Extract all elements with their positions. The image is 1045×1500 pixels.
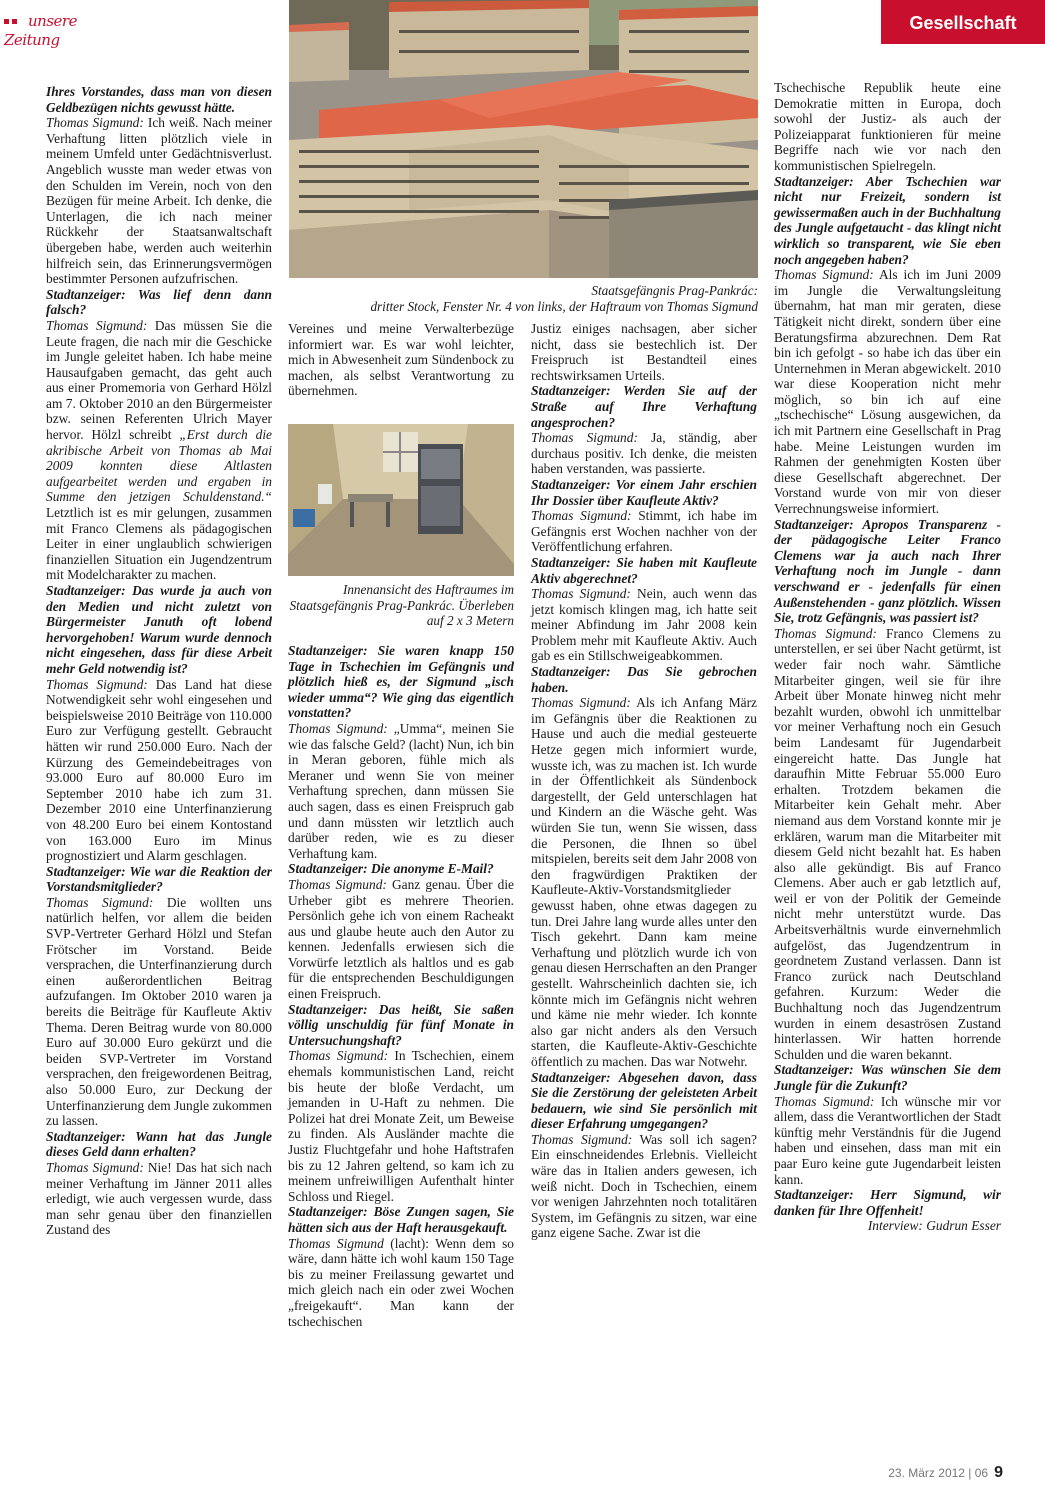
speaker: Thomas Sigmund: (46, 1159, 144, 1175)
page-footer (888, 1464, 1003, 1482)
answer-text: Was soll ich sagen? Ein einschneidendes Erlebnis. Vielleicht wäre das in Italien anders gewesen, ich weiß nicht. Doch in Tschechien, einem vor wenigen Jahrzehnten noch totalitären System, im Gefängnis zu sitzen, war eine ganz eigene Sache. Zwar ist die (531, 1131, 758, 1241)
answer (288, 1048, 514, 1204)
answer (288, 877, 514, 1002)
question: Stadtanzeiger: Was lief denn dann falsch? (46, 286, 272, 318)
question: Stadtanzeiger: Wann hat das Jungle dieses Geld dann erhalten? (46, 1128, 272, 1160)
answer-text: Ja, ständig, aber durchaus positiv. Ich denke, die meisten haben verstanden, was passierte. (531, 430, 757, 477)
answer-text: Ich weiß. Nach meiner Verhaftung litten plötzlich viele in meinem Umfeld unter Gedächtnisverlust. Angeblich wusste man weder etwas von den Schulden im Verein, noch von den Bezügen für meine Arbeit. Ich denke, die Unterlagen, die ich nach meiner Rückkehr der Staatsanwaltschaft übergeben habe, werden auch weiterhin hilfreich sein, das Erinnerungsvermögen bestimmter Personen aufzufrischen. (46, 115, 272, 287)
question: Stadtanzeiger: Was wünschen Sie dem Jungle für die Zukunft? (774, 1062, 1001, 1093)
question: Stadtanzeiger: Wie war die Reaktion der Vorstandsmitglieder? (46, 863, 272, 895)
answer (774, 267, 1001, 517)
prison-cell-photo (288, 424, 514, 576)
speaker: Thomas Sigmund: (288, 876, 387, 892)
question: Stadtanzeiger: Aber Tschechien war nicht nur Freizeit, sondern ist gewissermaßen auch in der Buchhaltung des Jungle aufgetaucht - das klingt nicht wirklich so transparent, wie Sie eben noch angegeben haben? (774, 173, 1001, 267)
speaker: Thomas Sigmund: (531, 586, 631, 602)
answer (46, 1160, 272, 1238)
page-number: 9 (994, 1464, 1003, 1481)
answer (46, 115, 272, 287)
article-column-2-top (288, 321, 514, 399)
paragraph: Justiz einiges nachsagen, aber sicher nicht, dass sie bestechlich ist. Der Freispruch ist Bestandteil eines rechtswirksamen Urteils. (531, 321, 757, 383)
answer (531, 430, 757, 477)
question: Stadtanzeiger: Sie haben mit Kaufleute Aktiv abgerechnet? (531, 554, 757, 586)
question: Stadtanzeiger: Vor einem Jahr erschien Ihr Dossier über Kaufleute Aktiv? (531, 476, 757, 508)
answer (774, 626, 1001, 1063)
answer (288, 721, 514, 861)
answer-text: Das müssen Sie die Leute fragen, die nach mir die Geschicke im Jungle geleitet haben. Ich habe meine Hausaufgaben gemacht, das geht auch aus einer Promemoria von Gerhard Hölzl am 7. Oktober 2010 an den Bürgermeister bzw. seinen Referenten Ulrich Mayer hervor. Hölzl schreibt (46, 317, 273, 443)
answer-text: Stimmt, ich habe im Gefängnis erst Wochen nachher von der Veröffentlichung erfahren. (531, 508, 757, 555)
speaker: Thomas Sigmund (288, 1235, 384, 1251)
article-column-1 (46, 84, 272, 1238)
article-column-4 (774, 80, 1001, 1234)
speaker: Thomas Sigmund: (531, 430, 638, 446)
speaker: Thomas Sigmund: (46, 317, 148, 333)
speaker: Thomas Sigmund: (774, 625, 877, 641)
question: Stadtanzeiger: Die anonyme E-Mail? (288, 861, 494, 877)
answer-text: Ich wünsche mir vor allem, dass die Verantwortlichen der Stadt künftig mehr Verständnis für die Jugend haben und einsehen, dass man mit ein paar Euro keine gute Jugendarbeit leisten kann. (774, 1093, 1001, 1187)
issue-date: 23. März 2012 | 06 (888, 1466, 989, 1480)
quote: „Erst durch die akribische Arbeit von Thomas ab Mai 2009 konnten diese Altlasten aufgearbeitet werden und ergaben in Summe den jetzigen Schuldenstand.“ (46, 427, 272, 505)
section-label: Gesellschaft (881, 0, 1045, 44)
article-column-3 (531, 321, 757, 1241)
masthead-logo (4, 12, 124, 49)
answer-text: Franco Clemens zu unterstellen, er sei über Nacht getürmt, ist weder fair noch wahr. Sämtliche Mitarbeiter gingen, weil sie für ihre Arbeit über Monate hinweg nicht mehr bezahlt wurden, obwohl ich unmittelbar vor meiner Verhaftung noch ein Gesuch beim Landesamt für Jugendarbeit eingereicht hatte. Das Jungle hat daraufhin Mitte Februar 55.000 Euro erhalten. Trotzdem bekamen die Mitarbeiter kein Gehalt mehr. Aber niemand aus dem Vorstand konnte mir je erklären, warum man die Mitarbeiter mit diesem Geld nicht bezahlt hat. Es haben also alle gekündigt. Bis auf Franco Clemens. Aber auch er gab letztlich auf, weil er von der Politik der Gemeinde nicht mehr unterstützt wurde. Das Arbeitsverhältnis wurde einvernehmlich aufgelöst, das Jugendzentrum in geordnetem Zustand verlassen. Dann ist Franco zurück nach Deutschland gefahren. Kurzum: Weder die Buchhaltung noch das Jugendzentrum wurden in einem desaströsen Zustand hinterlassen. Wir hatten horrende Schulden und die waren bekannt. (774, 625, 1001, 1062)
question: Stadtanzeiger: Das heißt, Sie saßen völlig unschuldig für fünf Monate in Untersuchungshaft? (288, 1001, 514, 1048)
question: Stadtanzeiger: Das wurde ja auch von den Medien und nicht zuletzt von Bürgermeister Januth oft lobend hervorgehoben! Warum wurde dennoch nicht eingesehen, dass für diese Arbeit mehr Geld notwendig ist? (46, 583, 272, 676)
speaker: Thomas Sigmund: (288, 1048, 389, 1064)
speaker: Thomas Sigmund: (46, 115, 144, 131)
speaker: Thomas Sigmund: (531, 508, 632, 524)
logo-square-icon (4, 19, 9, 24)
question: Stadtanzeiger: Böse Zungen sagen, Sie hätten sich aus der Haft herausgekauft. (288, 1204, 514, 1235)
speaker: Thomas Sigmund: (774, 1093, 875, 1109)
speaker: Thomas Sigmund: (774, 267, 874, 283)
question: Stadtanzeiger: Herr Sigmund, wir danken für Ihre Offenheit! (774, 1187, 1001, 1218)
paragraph: Vereines und meine Verwalterbezüge informiert war. Es war wohl leichter, mich in Abwesenheit zum Sündenbock zu machen, als selbst Verantwortung zu übernehmen. (288, 321, 514, 399)
answer (774, 1094, 1001, 1188)
prison-exterior-photo (289, 0, 758, 278)
answer-text: Die wollten uns natürlich helfen, vor allem die beiden SVP-Vertreter Gerhard Hölzl und Stefan Frötscher im Vorstand. Beide versprachen, die Unterfinanzierung durch einen außerordentlichen Beitrag aufzufangen. Im Oktober 2010 waren ja bereits die Beiträge für Kaufleute Aktiv Thema. Deren Beitrag wurde von 80.000 Euro auf 30.000 Euro gekürzt und die beiden SVP-Vertreter im Vorstand versprachen, den freigewordenen Beitrag, also 50.000 Euro, zur Deckung der Unterfinanzierung dem Jungle zukommen zu lassen. (46, 894, 272, 1129)
photo1-caption-line1: Staatsgefängnis Prag-Pankrác: (591, 283, 758, 298)
photo2-caption: Innenansicht des Haftraumes im Staatsgefängnis Prag-Pankrác. Überleben auf 2 x 3 Metern (289, 582, 514, 628)
answer-text: Als ich im Juni 2009 im Jungle die Verwaltungsleitung übernahm, hat man mir geraten, diese Tätigkeit nicht direkt, sondern über eine Beratungsfirma abzurechnen. Dem Rat bin ich gefolgt - so habe ich das über ein Unternehmen in Meran abgewickelt. 2010 war diese Kooperation nicht mehr möglich, so bin ich auf eine „tschechische“ Lösung ausgewichen, da ich mit Partnern eine Gesellschaft in Prag habe. Meine Leistungen wurden im Rahmen der genehmigten Kosten über diese Gesellschaft abgerechnet. Der Vorstand wurde von mir von dieser Verrechnungsweise informiert. (774, 267, 1002, 517)
speaker: Thomas Sigmund: (288, 720, 388, 736)
article-column-2 (288, 643, 514, 1329)
interview-credit: Interview: Gudrun Esser (867, 1218, 1001, 1234)
speaker: Thomas Sigmund: (531, 1131, 633, 1147)
answer (288, 1236, 514, 1330)
answer (531, 1132, 757, 1241)
answer (46, 677, 272, 864)
question: Stadtanzeiger: Das Sie gebrochen haben. (531, 664, 757, 695)
answer (46, 318, 272, 583)
answer (531, 586, 757, 664)
question: Stadtanzeiger: Sie waren knapp 150 Tage in Tschechien im Gefängnis und plötzlich hieß es, der Sigmund „isch wieder umma“? Wie ging das eigentlich vonstatten? (288, 643, 514, 721)
question: Stadtanzeiger: Werden Sie auf der Straße auf Ihre Verhaftung angesprochen? (531, 383, 757, 430)
answer (531, 508, 757, 555)
answer-text: Als ich Anfang März im Gefängnis über die Reaktionen zu Hause und auch die medial gesteuerte Hetze gegen mich informiert wurde, wusste ich, was zu machen ist. Ich wurde in der Öffentlichkeit als Sündenbock dargestellt, der Geld unterschlagen hat und Kindern an die Wäsche geht. Was würden Sie tun, wenn Sie wissen, dass die Personen, die Ihnen so übel mitspielen, bereits seit dem Jahr 2008 von den fragwürdigen Praktiken der Kaufleute-Aktiv-Vorstandsmitglieder gewusst haben, ohne etwas dagegen zu tun. Drei Jahre lang wurde alles unter den Tisch gekehrt. Dann kam meine Verhaftung und plötzlich wurde ich von genau diesen Herrschaften an den Pranger gestellt. Wahrscheinlich dachten sie, ich könnte mich im Gefängnis nicht wehren und käme nie mehr wieder. Ich konnte also gar nicht anders als den Versuch starten, die Kaufleute-Aktiv-Geschichte öffentlich zu machen. Das war Notwehr. (531, 695, 757, 1069)
question: Ihres Vorstandes, dass man von diesen Geldbezügen nichts gewusst hätte. (46, 84, 272, 115)
speaker: Thomas Sigmund: (46, 676, 148, 692)
question: Stadtanzeiger: Abgesehen davon, dass Sie die Zerstörung der geleisteten Arbeit bedauern, wie sind Sie persönlich mit dieser Erfahrung umgegangen? (531, 1069, 757, 1132)
answer-text: Nie! Das hat sich nach meiner Verhaftung im Jänner 2011 alles erledigt, wie auch vergessen wurde, dass man sehr genau über den finanziellen Zustand des (46, 1159, 272, 1238)
answer (531, 695, 757, 1069)
answer-text: In Tschechien, einem ehemals kommunistischen Land, reicht bis heute der bloße Verdacht, um jemanden in U-Haft zu nehmen. Die Polizei hat drei Monate Zeit, um Beweise zu finden. Als Ausländer machte die Justiz Fluchtgefahr und hohe Haftstrafen bis zu 12 Jahren geltend, so kam ich zu meinem unfreiwilligen Aufenthalt hinter Schloss und Riegel. (288, 1048, 515, 1204)
speaker: Thomas Sigmund: (46, 894, 154, 910)
answer-text: Das Land hat diese Notwendigkeit sehr wohl eingesehen und beispielsweise 2010 Beiträge von 110.000 Euro zur Verfügung gestellt. Gebraucht hätten wir rund 250.000 Euro. Nach der Kürzung des Gemeindebeitrages von 93.000 Euro auf 80.000 Euro im September 2010 habe ich zum 31. Dezember 2010 eine Unterfinanzierung von 48.200 Euro bei einem Kontostand von 163.000 Euro im Minus prognostiziert und Alarm geschlagen. (46, 676, 272, 864)
logo-square-icon (12, 19, 17, 24)
photo1-caption (289, 283, 758, 314)
answer (46, 895, 272, 1129)
answer-text: (lacht): Wenn dem so wäre, dann hätte ich wohl kaum 150 Tage bis zu meiner Freilassung gewartet und mich gleich nach ein oder zwei Wochen „freigekauft“. Man kann der tschechischen (288, 1235, 515, 1329)
logo-text: unsere Zeitung (4, 12, 77, 49)
answer-text: Ganz genau. Über die Urheber gibt es mehrere Theorien. Persönlich gehe ich von einem Racheakt aus und glaube heute auch den Autor zu kennen. Jedenfalls erwiesen sich die Vorwürfe letztlich als haltlos und es gab für die entsprechenden Beschuldigungen einen Freispruch. (288, 876, 515, 1002)
answer-text: Nein, auch wenn das jetzt komisch klingen mag, ich hatte seit meiner Abfindung im Jahr 2008 kein Problem mehr mit Kaufleute Aktiv. Auch gab es ein Stillschweigeabkommen. (531, 586, 757, 664)
answer-text: Letztlich ist es mir gelungen, zusammen mit Franco Clemens als pädagogischen Leiter in einer unglaublich schwierigen finanziellen Situation ein Jugendzentrum mit Modelcharakter zu machen. (46, 505, 272, 583)
answer-text: „Umma“, meinen Sie wie das falsche Geld? (lacht) Nun, ich bin in Meran geboren, fühle mich als Meraner und wenn Sie von meiner Verhaftung sprechen, dann müssen Sie auch sagen, dass es einen Freispruch gab und dann müssten wir letztlich auch darüber reden, wie es zu dieser Verhaftung kam. (288, 720, 515, 861)
photo1-caption-line2: dritter Stock, Fenster Nr. 4 von links, der Haftraum von Thomas Sigmund (370, 298, 758, 314)
paragraph: Tschechische Republik heute eine Demokratie mitten in Europa, doch sowohl der Justiz- als auch der Polizeiapparat funktionieren für meine Begriffe nach wie vor nach den kommunistischen Spielregeln. (774, 80, 1001, 173)
question: Stadtanzeiger: Apropos Transparenz - der pädagogische Leiter Franco Clemens war ja auch nach Ihrer Verhaftung noch im Jungle - dann verschwand er - jedenfalls für einen Außenstehenden - ganz plötzlich. Wissen Sie, trotz Gefängnis, was passiert ist? (774, 516, 1001, 626)
speaker: Thomas Sigmund: (531, 695, 631, 711)
